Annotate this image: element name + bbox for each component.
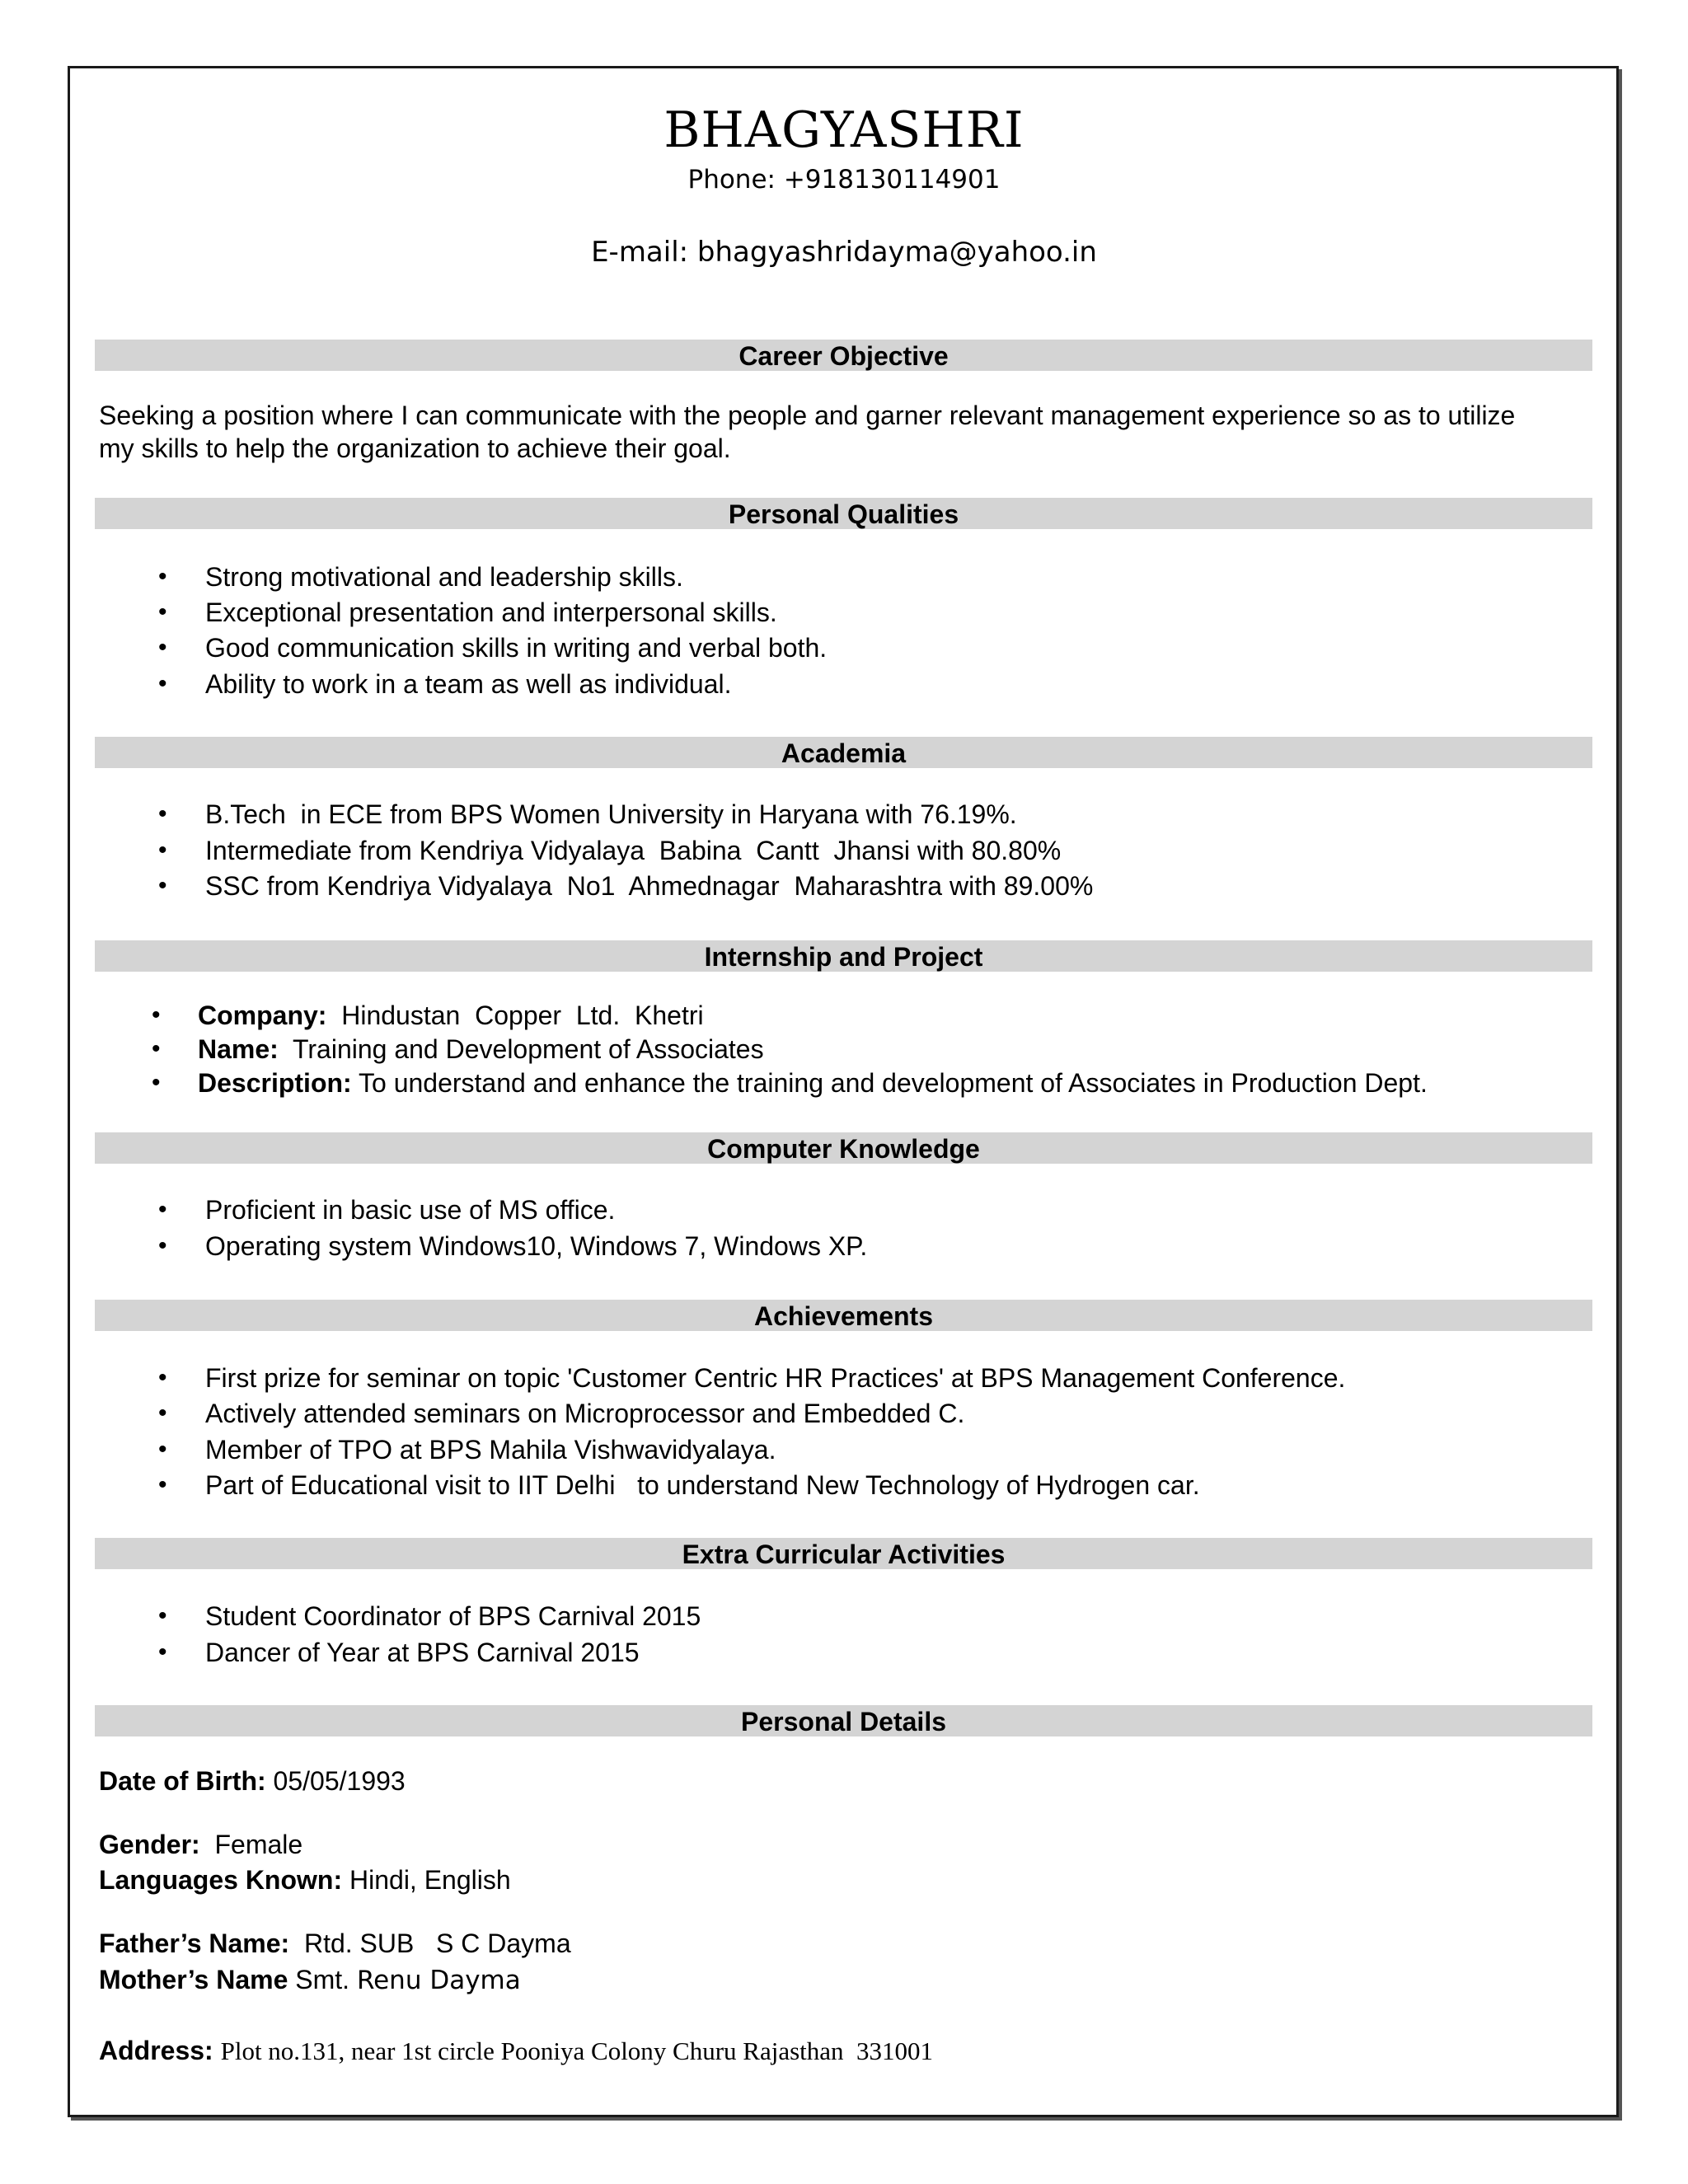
dob-label: Date of Birth: [99, 1766, 266, 1796]
candidate-name: BHAGYASHRI [663, 101, 1025, 159]
section-career-objective-heading: Career Objective [95, 340, 1592, 371]
bullet-icon: • [152, 1001, 161, 1029]
dob-value: 05/05/1993 [273, 1766, 406, 1796]
bullet-icon: • [158, 563, 167, 590]
phone-number: Phone: +918130114901 [687, 165, 1001, 194]
bullet-icon: • [158, 1232, 167, 1259]
email-address: E-mail: bhagyashridayma@yahoo.in [591, 236, 1097, 269]
bullet-icon: • [152, 1035, 161, 1062]
section-internship-heading: Internship and Project [95, 940, 1592, 972]
bullet-icon: • [158, 1436, 167, 1463]
academia-item: SSC from Kendriya Vidyalaya No1 Ahmednagar Maharashtra with 89.00% [205, 871, 1094, 901]
address-label: Address: [99, 2036, 213, 2065]
company-value: Hindustan Copper Ltd. Khetri [341, 1001, 704, 1030]
bullet-icon: • [158, 872, 167, 899]
personal-quality-item: Strong motivational and leadership skills. [205, 562, 683, 592]
languages-label: Languages Known: [99, 1865, 343, 1895]
personal-quality-item: Exceptional presentation and interpersonal skills. [205, 598, 777, 627]
extra-curricular-item: Dancer of Year at BPS Carnival 2015 [205, 1638, 640, 1667]
gender [99, 1828, 302, 1861]
bullet-icon: • [158, 1471, 167, 1498]
career-objective-line-1: Seeking a position where I can communicate with the people and garner relevant management experience so as to utilize [99, 401, 1516, 430]
personal-quality-item: Ability to work in a team as well as individual. [205, 669, 732, 699]
bullet-icon: • [158, 1196, 167, 1223]
address [99, 2034, 933, 2068]
bullet-icon: • [158, 598, 167, 626]
section-personal-details-heading: Personal Details [95, 1705, 1592, 1736]
bullet-icon: • [158, 670, 167, 697]
father-label: Father’s Name: [99, 1929, 290, 1958]
bullet-icon: • [158, 1399, 167, 1427]
bullet-icon: • [158, 800, 167, 827]
academia-item: B.Tech in ECE from BPS Women University in Haryana with 76.19%. [205, 799, 1017, 829]
name-value: Training and Development of Associates [293, 1034, 764, 1064]
languages-known [99, 1863, 511, 1896]
bullet-icon: • [158, 1602, 167, 1629]
computer-knowledge-item: Proficient in basic use of MS office. [205, 1195, 616, 1225]
gender-value: Female [214, 1830, 303, 1859]
career-objective-text [99, 399, 1591, 465]
internship-description [198, 1066, 1428, 1099]
bullet-icon: • [158, 1638, 167, 1666]
computer-knowledge-item: Operating system Windows10, Windows 7, Windows XP. [205, 1231, 868, 1261]
mother-value: Renu Dayma [356, 1966, 521, 1995]
internship-name [198, 1033, 764, 1066]
section-personal-qualities-heading: Personal Qualities [95, 498, 1592, 529]
bullet-icon: • [152, 1069, 161, 1096]
fathers-name [99, 1927, 571, 1960]
internship-company [198, 999, 704, 1032]
date-of-birth [99, 1765, 406, 1797]
bullet-icon: • [158, 634, 167, 661]
company-label: Company: [198, 1001, 327, 1030]
section-computer-knowledge-heading: Computer Knowledge [95, 1132, 1592, 1164]
extra-curricular-item: Student Coordinator of BPS Carnival 2015 [205, 1601, 701, 1631]
languages-value: Hindi, English [349, 1865, 511, 1895]
gender-label: Gender: [99, 1830, 200, 1859]
mothers-name [99, 1963, 521, 1997]
father-value: Rtd. SUB S C Dayma [303, 1929, 571, 1958]
achievement-item: Part of Educational visit to IIT Delhi to understand New Technology of Hydrogen car. [205, 1470, 1200, 1500]
mother-prefix: Smt. [295, 1965, 350, 1994]
description-value: To understand and enhance the training and development of Associates in Production Dept. [359, 1068, 1428, 1098]
mother-label: Mother’s Name [99, 1965, 288, 1994]
academia-item: Intermediate from Kendriya Vidyalaya Babina Cantt Jhansi with 80.80% [205, 836, 1062, 865]
address-value: Plot no.131, near 1st circle Pooniya Colony Churu Rajasthan 331001 [220, 2036, 934, 2065]
achievement-item: Actively attended seminars on Microprocessor and Embedded C. [205, 1399, 965, 1428]
achievement-item: First prize for seminar on topic 'Customer Centric HR Practices' at BPS Management Conference. [205, 1363, 1346, 1393]
section-achievements-heading: Achievements [95, 1300, 1592, 1331]
career-objective-line-2: my skills to help the organization to achieve their goal. [99, 434, 731, 463]
bullet-icon: • [158, 1364, 167, 1391]
achievement-item: Member of TPO at BPS Mahila Vishwavidyalaya. [205, 1435, 776, 1465]
section-academia-heading: Academia [95, 737, 1592, 768]
section-extra-curricular-heading: Extra Curricular Activities [95, 1538, 1592, 1569]
name-label: Name: [198, 1034, 279, 1064]
bullet-icon: • [158, 837, 167, 864]
personal-quality-item: Good communication skills in writing and verbal both. [205, 633, 828, 663]
description-label: Description: [198, 1068, 352, 1098]
